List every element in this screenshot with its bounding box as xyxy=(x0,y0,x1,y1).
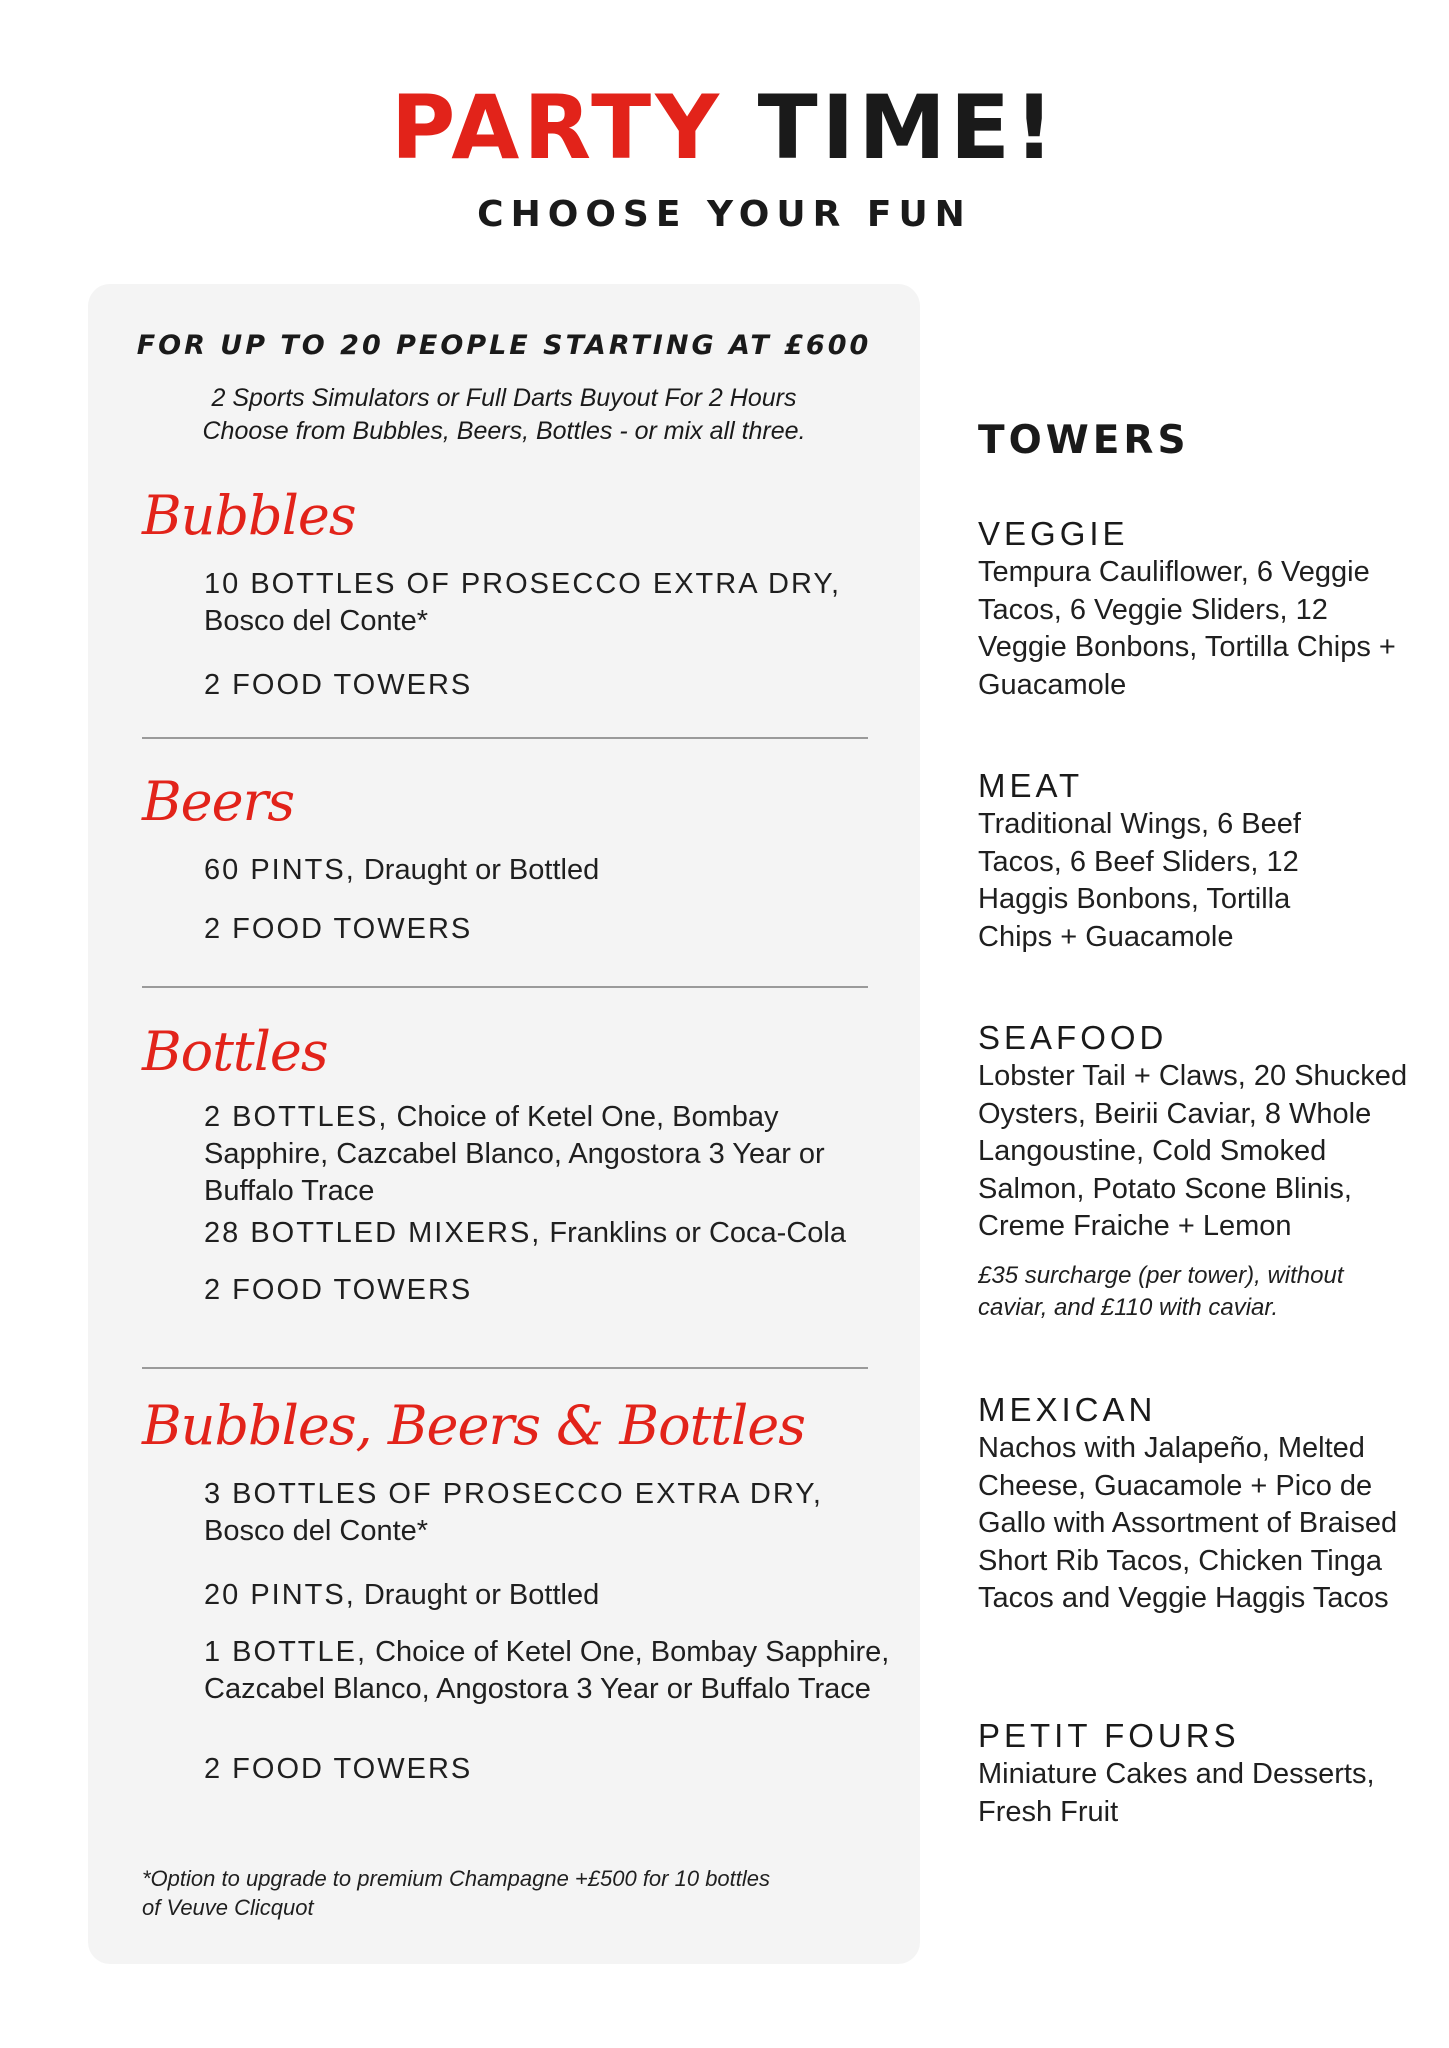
item-detail: Draught or Bottled xyxy=(363,854,600,886)
package-heading: FOR UP TO 20 PEOPLE STARTING AT £600 xyxy=(136,330,872,361)
mix-item-food-towers xyxy=(204,1751,894,1788)
page-title xyxy=(0,78,1449,178)
tower-mexican xyxy=(978,1390,1418,1618)
section-title-bottles: Bottles xyxy=(142,1020,328,1083)
section-divider xyxy=(142,1367,868,1369)
tower-name: MEXICAN xyxy=(978,1391,1157,1428)
mix-item-spirit xyxy=(204,1634,894,1708)
item-caps: 20 PINTS, xyxy=(204,1579,356,1611)
item-caps: 10 BOTTLES OF PROSECCO EXTRA DRY, xyxy=(204,568,842,600)
bubbles-item-prosecco xyxy=(204,566,894,640)
section-title-mix: Bubbles, Beers & Bottles xyxy=(142,1394,805,1457)
item-caps: 2 FOOD TOWERS xyxy=(204,1753,473,1785)
tower-description: Tempura Cauliflower, 6 Veggie Tacos, 6 Veggie Sliders, 12 Veggie Bonbons, Tortilla Chips + Guacamole xyxy=(978,556,1396,701)
item-caps: 3 BOTTLES OF PROSECCO EXTRA DRY, xyxy=(204,1478,823,1510)
item-detail: Bosco del Conte* xyxy=(204,1515,429,1547)
item-detail: Choice of Ketel One, Bombay Sapphire, Cazcabel Blanco, Angostora 3 Year or Buffalo Trace xyxy=(204,1101,825,1207)
tower-description: Traditional Wings, 6 Beef Tacos, 6 Beef Sliders, 12 Haggis Bonbons, Tortilla Chips + Guacamole xyxy=(978,808,1301,953)
title-word-time: TIME! xyxy=(757,76,1059,179)
section-title-beers: Beers xyxy=(142,770,295,833)
mix-item-pints xyxy=(204,1577,894,1614)
tower-name: SEAFOOD xyxy=(978,1019,1168,1056)
bottles-item-spirits xyxy=(204,1099,894,1210)
tower-veggie xyxy=(978,514,1418,704)
mix-item-prosecco xyxy=(204,1476,894,1550)
header xyxy=(0,78,1449,235)
item-detail: Choice of Ketel One, Bombay Sapphire, Cazcabel Blanco, Angostora 3 Year or Buffalo Trace xyxy=(204,1636,890,1705)
beers-item-food-towers xyxy=(204,911,894,948)
item-caps: 2 FOOD TOWERS xyxy=(204,669,473,701)
tower-meat xyxy=(978,766,1418,956)
section-divider xyxy=(142,986,868,988)
tower-description: Lobster Tail + Claws, 20 Shucked Oysters, Beirii Caviar, 8 Whole Langoustine, Cold Smoked Salmon, Potato Scone Blinis, Creme Fraiche + Lemon xyxy=(978,1060,1408,1242)
item-caps: 2 BOTTLES, xyxy=(204,1101,389,1133)
item-caps: 1 BOTTLE, xyxy=(204,1636,368,1668)
tower-name: PETIT FOURS xyxy=(978,1717,1240,1754)
package-panel xyxy=(88,284,920,1964)
package-subheading xyxy=(88,382,920,448)
tower-seafood xyxy=(978,1018,1418,1324)
tower-description: Miniature Cakes and Desserts, Fresh Fruit xyxy=(978,1758,1375,1828)
item-detail: Bosco del Conte* xyxy=(204,605,429,637)
item-caps: 60 PINTS, xyxy=(204,854,356,886)
towers-title: TOWERS xyxy=(978,418,1190,463)
tower-petit-fours xyxy=(978,1716,1418,1831)
item-detail: Franklins or Coca-Cola xyxy=(549,1217,846,1249)
title-word-party: PARTY xyxy=(390,76,723,179)
bottles-item-mixers xyxy=(204,1215,894,1252)
section-divider xyxy=(142,737,868,739)
section-title-bubbles: Bubbles xyxy=(142,484,356,547)
tower-description: Nachos with Jalapeño, Melted Cheese, Guacamole + Pico de Gallo with Assortment of Braised Short Rib Tacos, Chicken Tinga Tacos and Veggie Haggis Tacos xyxy=(978,1432,1398,1614)
upgrade-footnote: *Option to upgrade to premium Champagne +£500 for 10 bottles of Veuve Clicquot xyxy=(142,1866,771,1920)
package-subheading-line2: Choose from Bubbles, Beers, Bottles - or mix all three. xyxy=(202,417,806,445)
item-caps: 2 FOOD TOWERS xyxy=(204,913,473,945)
page-subtitle: CHOOSE YOUR FUN xyxy=(477,194,972,235)
item-detail: Draught or Bottled xyxy=(363,1579,600,1611)
bottles-item-food-towers xyxy=(204,1272,894,1309)
bubbles-item-food-towers xyxy=(204,667,894,704)
tower-surcharge-note: £35 surcharge (per tower), without caviar, and £110 with caviar. xyxy=(978,1261,1344,1321)
beers-item-pints xyxy=(204,852,894,889)
item-caps: 2 FOOD TOWERS xyxy=(204,1274,473,1306)
package-subheading-line1: 2 Sports Simulators or Full Darts Buyout For 2 Hours xyxy=(211,384,797,412)
tower-name: VEGGIE xyxy=(978,515,1129,552)
item-caps: 28 BOTTLED MIXERS, xyxy=(204,1217,542,1249)
tower-name: MEAT xyxy=(978,767,1084,804)
